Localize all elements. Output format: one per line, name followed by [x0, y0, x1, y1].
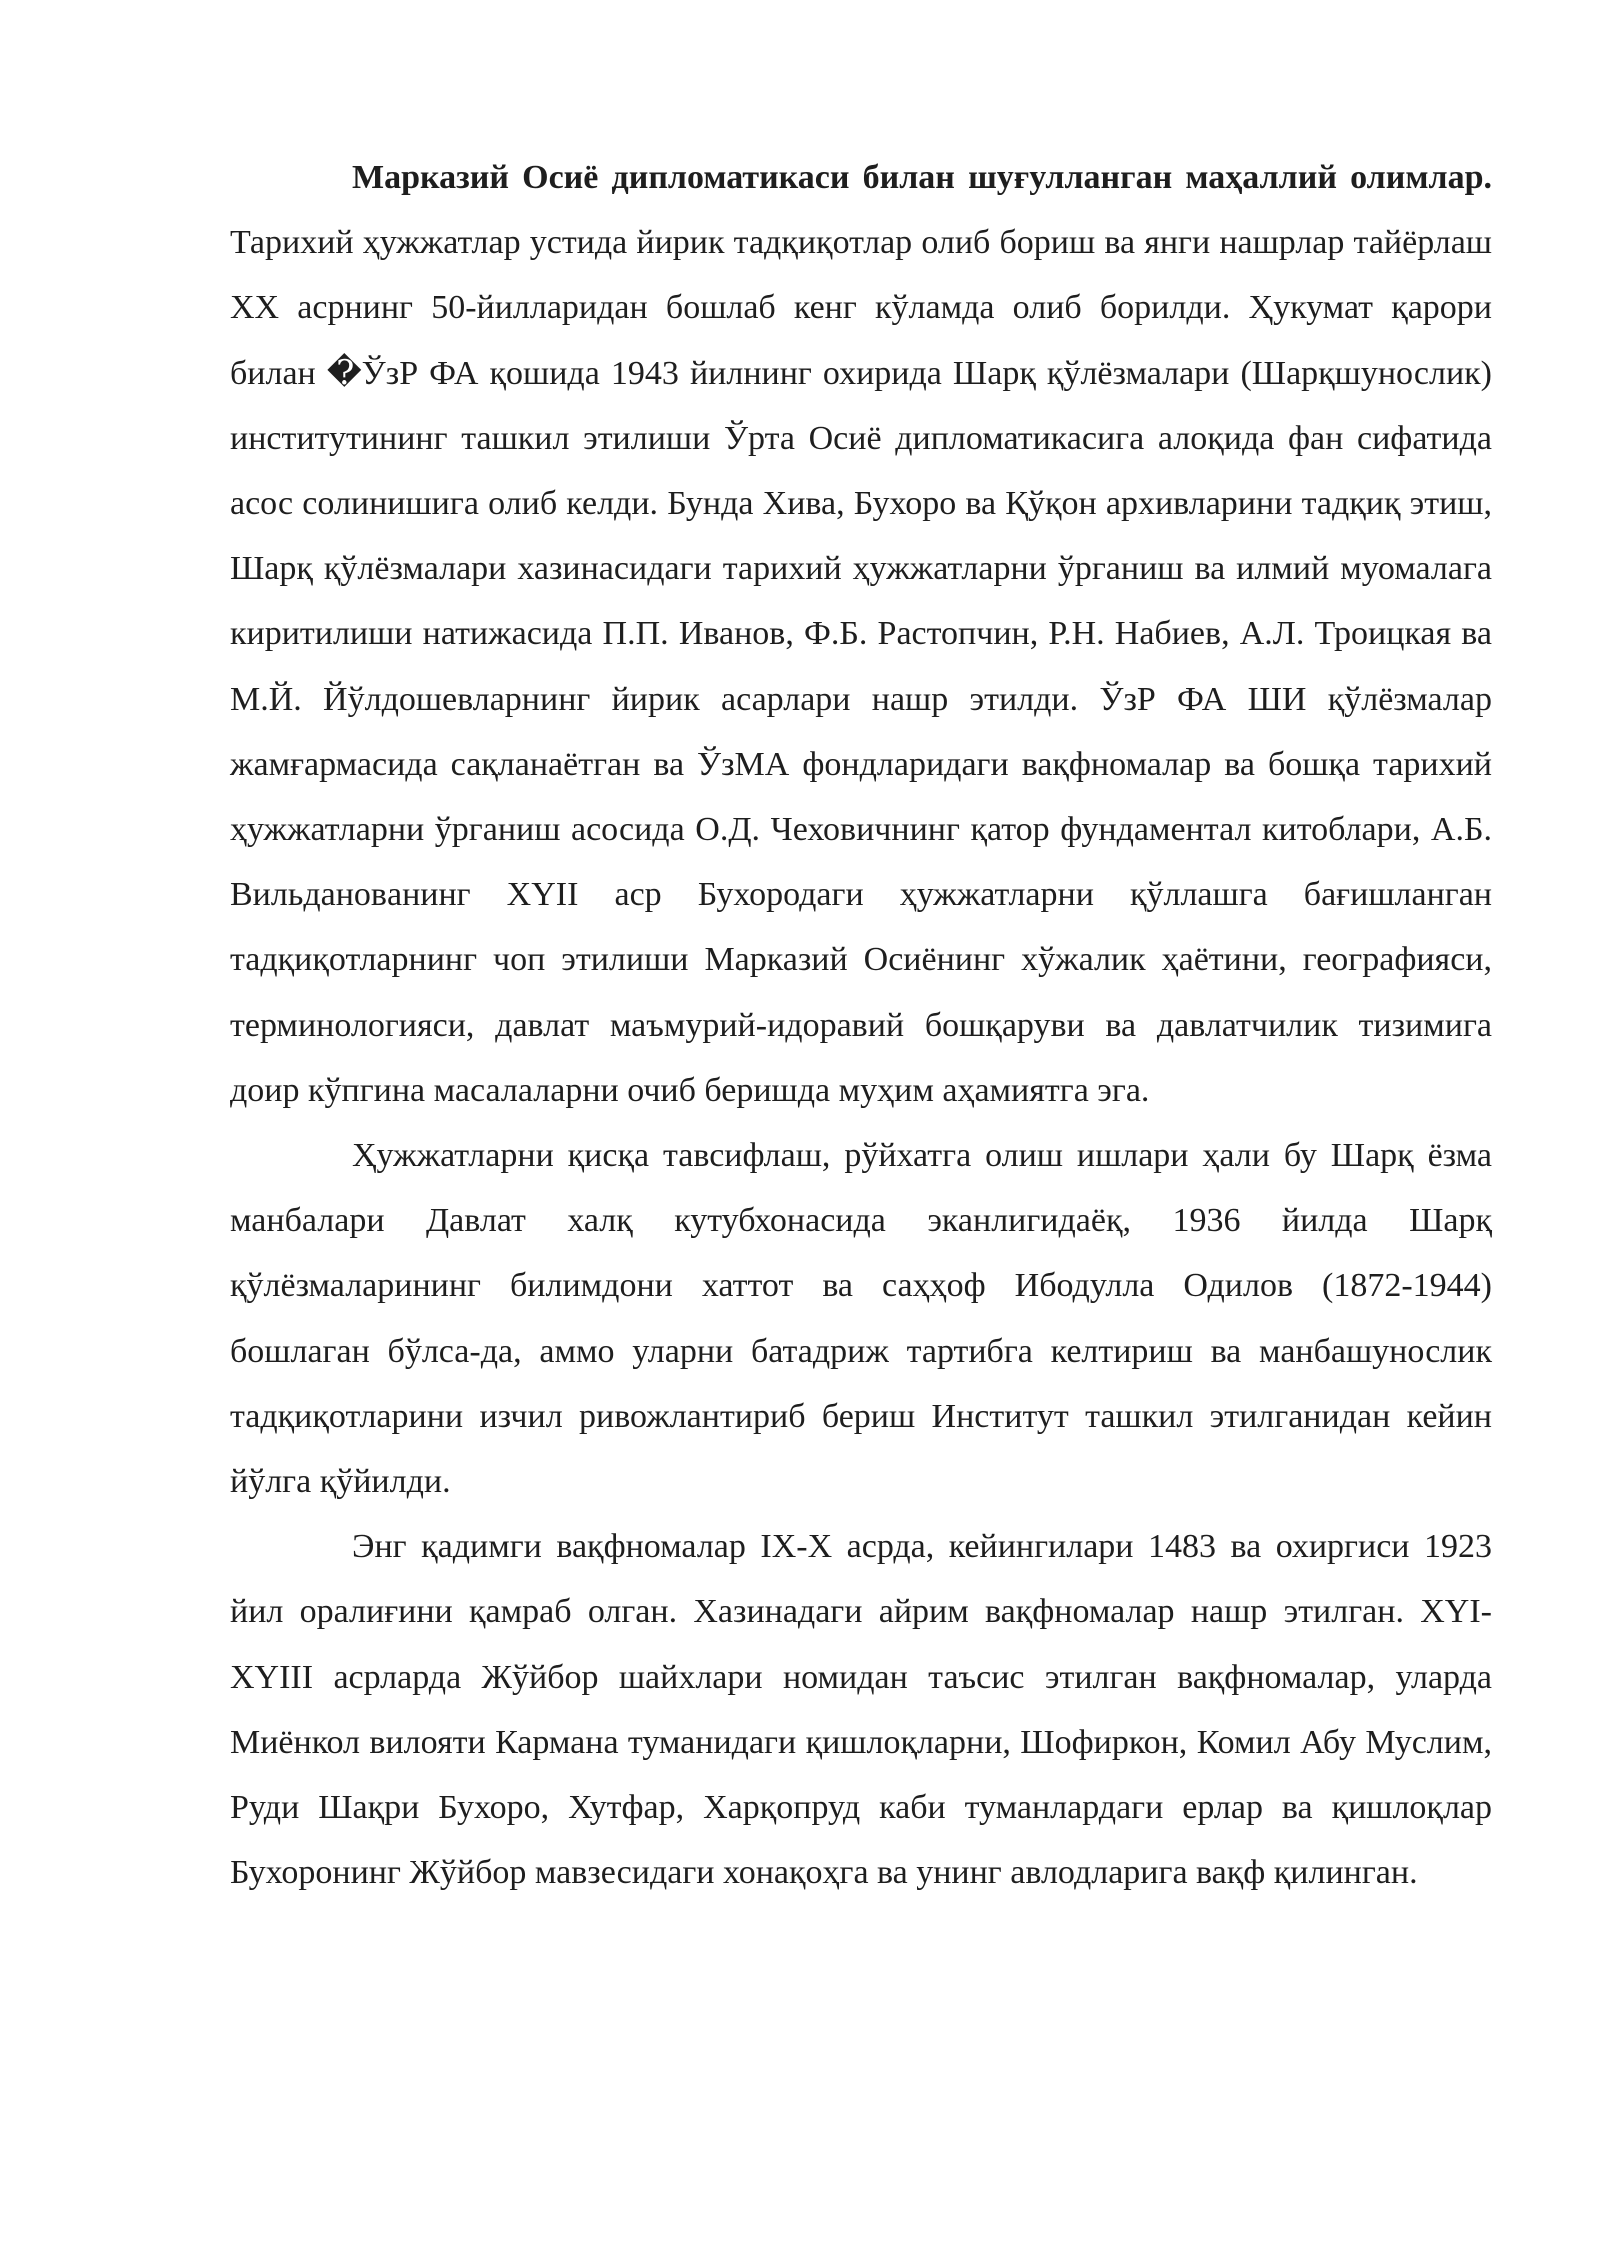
- paragraph-3: Энг қадимги вақфномалар IX-X асрда, кейингилари 1483 ва охиргиси 1923 йил оралиғини қамраб олган. Хазинадаги айрим вақфномалар нашр этилган. XYI-XYIII асрларда Жўйбор шайхлари номидан таъсис этилган вақфномалар, уларда Миёнкол вилояти Кармана туманидаги қишлоқларни, Шофиркон, Комил Абу Муслим, Руди Шақри Бухоро, Хутфар, Харқопруд каби туманлардаги ерлар ва қишлоқлар Бухоронинг Жўйбор мавзесидаги хонақоҳга ва унинг авлодларига вақф қилинган.: [230, 1528, 1492, 1892]
- document-page: [230, 145, 1492, 1905]
- paragraph-1: [230, 145, 1492, 1123]
- paragraph-1-text: Тарихий ҳужжатлар устида йирик тадқиқотлар олиб бориш ва янги нашрлар тайёрлаш XX асрнинг 50-йилларидан бошлаб кенг кўламда олиб борилди. Ҳукумат қарори билан �ЎзР ФА қошида 1943 йилнинг охирида Шарқ қўлёзмалари (Шарқшунослик) институтининг ташкил этилиши Ўрта Осиё дипломатикасига алоқида фан сифатида асос солинишига олиб келди. Бунда Хива, Бухоро ва Қўқон архивларини тадқиқ этиш, Шарқ қўлёзмалари хазинасидаги тарихий ҳужжатларни ўрганиш ва илмий муомалага киритилиши натижасида П.П. Иванов, Ф.Б. Растопчин, Р.Н. Набиев, А.Л. Троицкая ва М.Й. Йўлдошевларнинг йирик асарлари нашр этилди. ЎзР ФА ШИ қўлёзмалар жамғармасида сақланаётган ва ЎзМА фондларидаги вақфномалар ва бошқа тарихий ҳужжатларни ўрганиш асосида О.Д. Чеховичнинг қатор фундаментал китоблари, А.Б. Вильдановaнинг XYII аср Бухородаги ҳужжатларни қўллашга бағишланган тадқиқотларнинг чоп этилиши Марказий Осиёнинг хўжалик ҳаётини, географияси, терминологияси, давлат маъмурий-идоравий бошқаруви ва давлатчилик тизимига доир кўпгина масалаларни очиб беришда муҳим аҳамиятга эга.: [230, 224, 1492, 1109]
- section-heading: Марказий Осиё дипломатикаси билан шуғулланган маҳаллий олимлар.: [352, 159, 1492, 196]
- paragraph-2: Ҳужжатларни қисқа тавсифлаш, рўйхатга олиш ишлари ҳали бу Шарқ ёзма манбалари Давлат халқ кутубхонасида эканлигидаёқ, 1936 йилда Шарқ қўлёзмаларининг билимдони хаттот ва саҳҳоф Ибодулла Одилов (1872-1944) бошлаган бўлса-да, аммо уларни батадриж тартибга келтириш ва манбашунослик тадқиқотларини изчил ривожлантириб бериш Институт ташкил этилганидан кейин йўлга қўйилди.: [230, 1137, 1492, 1501]
